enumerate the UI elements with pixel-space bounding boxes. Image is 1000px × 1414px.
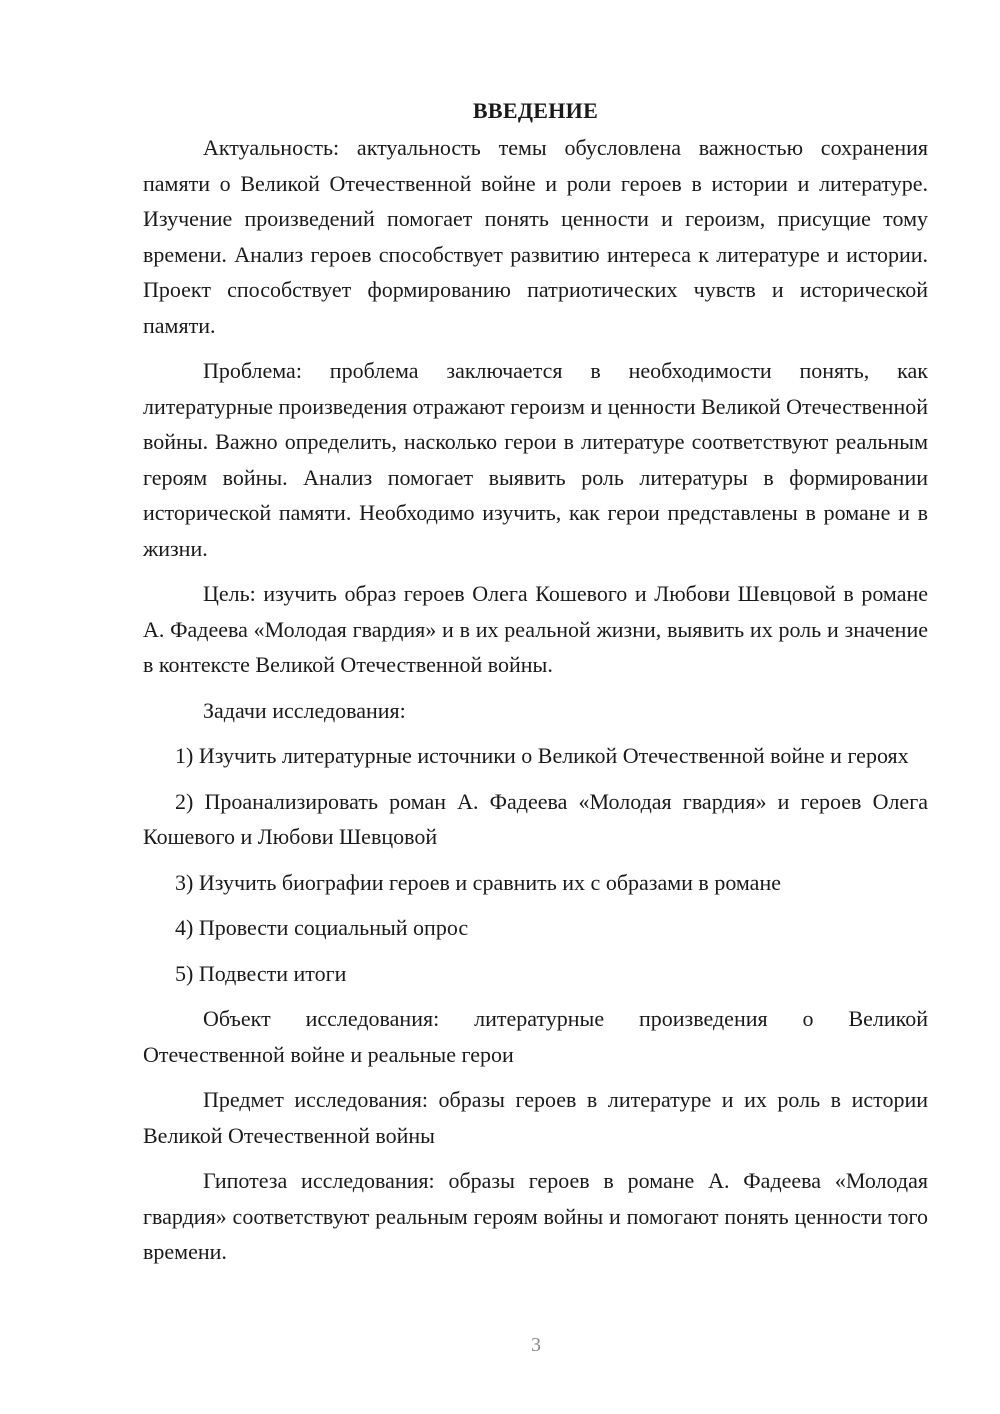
page-content <box>143 96 928 1280</box>
subject-paragraph: Предмет исследования: образы героев в литературе и их роль в истории Великой Отечественной войны <box>143 1087 928 1148</box>
task-item: 4) Провести социальный опрос <box>175 915 469 940</box>
goal-paragraph: Цель: изучить образ героев Олега Кошевого и Любови Шевцовой в романе А. Фадеева «Молодая гвардия» и в их реальной жизни, выявить их роль и значение в контексте Великой Отечественной войны. <box>143 581 928 677</box>
object-paragraph: Объект исследования: литературные произведения о Великой Отечественной войне и реальные герои <box>143 1006 928 1067</box>
page-number: 3 <box>531 1334 541 1356</box>
problem-paragraph: Проблема: проблема заключается в необходимости понять, как литературные произведения отражают героизм и ценности Великой Отечественной войны. Важно определить, насколько герои в литературе соответствуют реальным героям войны. Анализ помогает выявить роль литературы в формировании исторической памяти. Необходимо изучить, как герои представлены в романе и в жизни. <box>143 358 928 561</box>
task-item: 2) Проанализировать роман А. Фадеева «Молодая гвардия» и героев Олега Кошевого и Любови Шевцовой <box>143 788 928 849</box>
page-title: ВВЕДЕНИЕ <box>472 98 599 123</box>
tasks-heading: Задачи исследования: <box>203 697 406 723</box>
relevance-paragraph: Актуальность: актуальность темы обусловлена важностью сохранения памяти о Великой Отечественной войне и роли героев в истории и литературе. Изучение произведений помогает понять ценности и героизм, присущие тому времени. Анализ героев способствует развитию интереса к литературе и истории. Проект способствует формированию патриотических чувств и исторической памяти. <box>143 135 928 338</box>
task-item: 5) Подвести итоги <box>175 960 347 986</box>
task-item: 1) Изучить литературные источники о Великой Отечественной войне и героях <box>175 743 909 768</box>
task-item: 3) Изучить биографии героев и сравнить их с образами в романе <box>175 869 781 895</box>
hypothesis-paragraph: Гипотеза исследования: образы героев в романе А. Фадеева «Молодая гвардия» соответствуют реальным героям войны и помогают понять ценности того времени. <box>143 1168 928 1264</box>
tasks-list <box>143 738 928 991</box>
